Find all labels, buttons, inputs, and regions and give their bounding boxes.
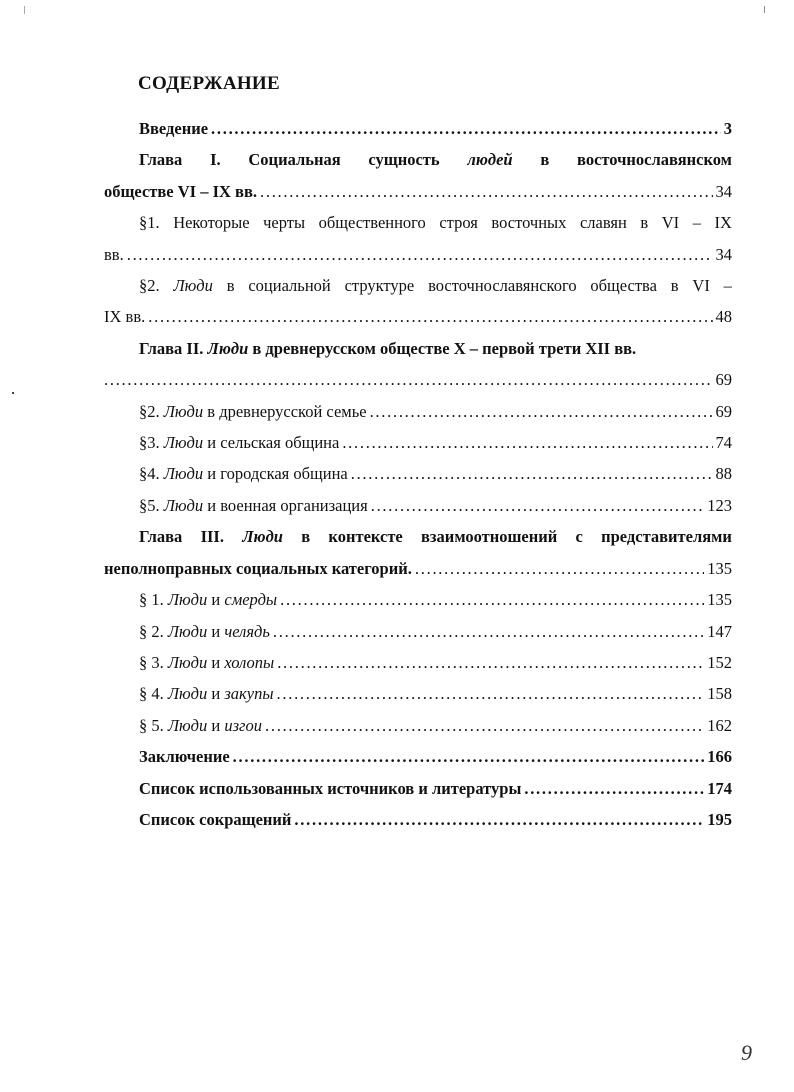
toc-entry-section-3-5[interactable]: § 5. Люди и изгои . . . 162 [104,710,732,741]
toc-entry-conclusion[interactable]: Заключение . . . 166 [104,741,732,772]
dot-leader [127,239,713,270]
toc-entry-line-1: Глава II. Люди в древнерусском обществе X – первой трети XII вв. [139,338,637,358]
dot-leader [233,741,705,772]
toc-page-number: 166 [707,747,732,767]
toc-entry-chapter-1[interactable] [104,144,732,207]
toc-entry-section-3-3[interactable]: § 3. Люди и холопы . . . 152 [104,647,732,678]
toc-page-number: 152 [707,652,732,672]
toc-entry-line-2: обществе VI – IX вв. . . . 34 [104,176,732,207]
toc-entry-section-3-4[interactable]: § 4. Люди и закупы . . . 158 [104,678,732,709]
toc-entry-section-2-4[interactable]: §4. Люди и городская община . . . 88 [104,458,732,489]
toc-entry-intro[interactable] [104,113,732,144]
scan-mark [24,6,25,14]
table-of-contents [104,113,732,835]
dot-leader [273,616,704,647]
dot-leader [351,458,713,489]
toc-entry-section-1-2[interactable] [104,270,732,333]
dot-leader [280,584,704,615]
toc-page-number: 158 [707,684,732,704]
toc-entry-abbreviations[interactable]: Список сокращений . . . 195 [104,804,732,835]
dot-leader [415,553,704,584]
toc-page-number: 69 [715,370,732,390]
toc-page-number: 88 [715,464,732,484]
dot-leader [260,176,713,207]
toc-page-number: 3 [723,119,732,138]
toc-entry-label: Введение [139,119,209,138]
toc-page-number: 147 [707,621,732,641]
page-title: СОДЕРЖАНИЕ [138,73,280,94]
toc-page-number: 195 [707,809,732,829]
toc-entry-section-1-1[interactable] [104,207,732,270]
toc-entry-chapter-2[interactable] [104,333,732,396]
toc-page-number: 123 [707,495,732,515]
toc-page-number: 135 [707,590,732,610]
dot-leader [277,678,705,709]
toc-entry-section-3-2[interactable]: § 2. Люди и челядь . . . 147 [104,616,732,647]
toc-entry-line-1: Глава III. Люди в контексте взаимоотношений с представителями [139,527,732,547]
toc-entry-section-3-1[interactable]: § 1. Люди и смерды . . . 135 [104,584,732,615]
toc-entry-line-1: Глава I. Социальная сущность людей в восточнославянском [139,150,732,170]
dot-leader [370,396,713,427]
toc-page-number: 174 [707,778,732,798]
toc-entry-line-2: IX вв. . . . 48 [104,301,732,332]
toc-page-number: 162 [707,715,732,735]
dot-leader [277,647,704,678]
dot-leader [148,301,712,332]
toc-page-number: 74 [715,433,732,453]
toc-entry-section-2-5[interactable]: §5. Люди и военная организация . . . 123 [104,490,732,521]
scan-mark [12,392,14,394]
toc-entry-chapter-3[interactable] [104,521,732,584]
dot-leader [524,773,704,804]
toc-entry-line-1: §1. Некоторые черты общественного строя восточных славян в VI – IX [139,213,732,233]
toc-entry-line-1: §2. Люди в социальной структуре восточнославянского общества в VI – [139,276,732,296]
toc-page-number: 135 [707,558,732,578]
toc-entry-line-2 [104,364,732,395]
toc-page-number: 69 [715,401,732,421]
dot-leader [294,804,704,835]
toc-entry-sources[interactable]: Список использованных источников и литературы . . . 174 [104,773,732,804]
toc-page-number: 34 [715,244,732,264]
toc-entry-section-2-3[interactable]: §3. Люди и сельская община . . . 74 [104,427,732,458]
scan-mark [764,6,765,13]
dot-leader [104,364,713,395]
dot-leader [265,710,704,741]
toc-page-number: 48 [715,307,732,327]
toc-entry-section-2-2[interactable]: §2. Люди в древнерусской семье . . . 69 [104,396,732,427]
toc-page-number: 34 [715,181,732,201]
toc-entry-line-2: неполноправных социальных категорий. . . . 135 [104,553,732,584]
dot-leader [371,490,705,521]
toc-entry-line-2: вв. . . . 34 [104,239,732,270]
dot-leader [342,427,712,458]
dot-leader [211,113,721,144]
handwritten-page-number: 9 [741,1040,752,1065]
